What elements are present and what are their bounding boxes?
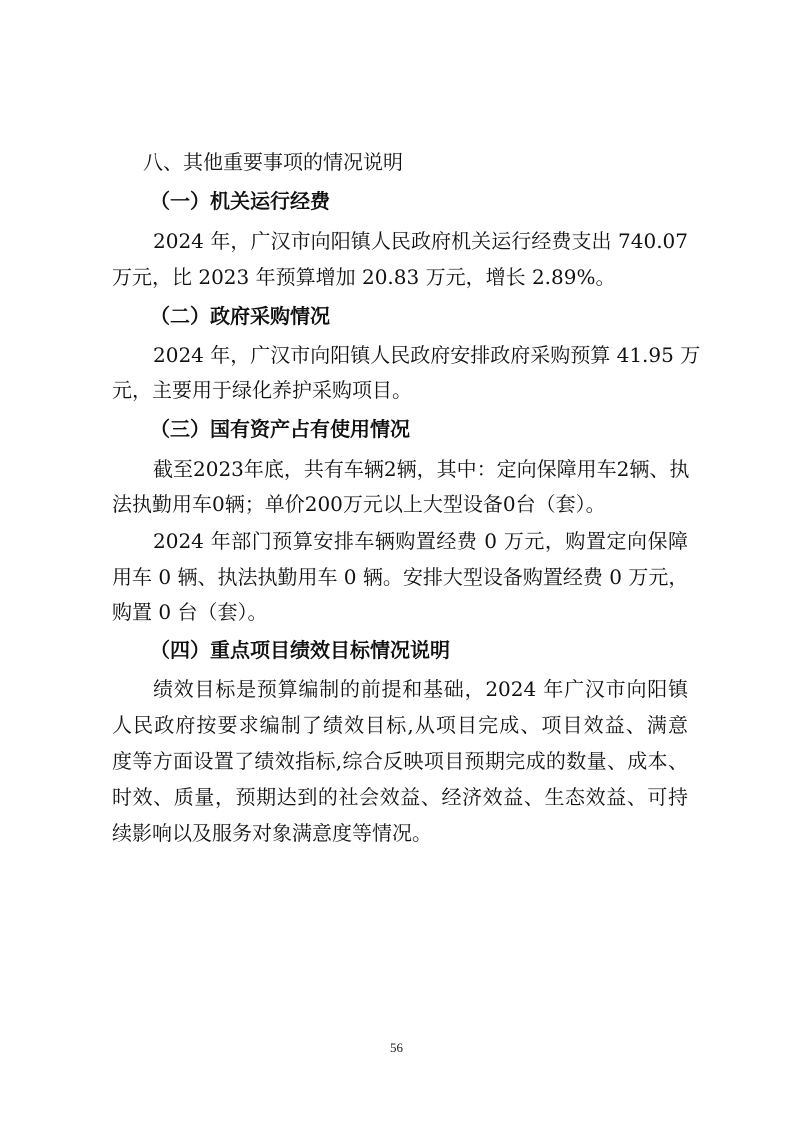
- paragraph-line: 度等方面设置了绩效指标,综合反映项目预期完成的数量、成本、: [112, 749, 688, 773]
- paragraph-line: 绩效目标是预算编制的前提和基础，2024 年广汉市向阳镇: [153, 677, 688, 701]
- paragraph-line: 万元，比 2023 年预算增加 20.83 万元，增长 2.89%。: [112, 265, 616, 289]
- paragraph-line: 法执勤用车0辆；单价200万元以上大型设备0台（套）。: [112, 492, 606, 516]
- subsection-heading-performance-goals: （四）重点项目绩效目标情况说明: [150, 638, 450, 662]
- paragraph-line: 2024 年，广汉市向阳镇人民政府机关运行经费支出 740.07: [153, 229, 688, 253]
- paragraph-line: 截至2023年底，共有车辆2辆，其中：定向保障用车2辆、执: [153, 457, 690, 481]
- subsection-heading-state-assets: （三）国有资产占有使用情况: [150, 417, 410, 441]
- paragraph-line: 元，主要用于绿化养护采购项目。: [112, 378, 412, 402]
- paragraph-line: 2024 年部门预算安排车辆购置经费 0 万元，购置定向保障: [153, 529, 688, 553]
- paragraph-line: 时效、质量，预期达到的社会效益、经济效益、生态效益、可持: [112, 785, 688, 809]
- subsection-heading-operating-funds: （一）机关运行经费: [150, 189, 330, 213]
- paragraph-line: 购置 0 台（套）。: [112, 600, 268, 624]
- paragraph-line: 2024 年，广汉市向阳镇人民政府安排政府采购预算 41.95 万: [153, 343, 701, 367]
- page-number: 56: [390, 1040, 403, 1055]
- paragraph-line: 续影响以及服务对象满意度等情况。: [112, 821, 432, 845]
- paragraph-line: 人民政府按要求编制了绩效目标,从项目完成、项目效益、满意: [112, 713, 688, 737]
- section-title: 八、其他重要事项的情况说明: [143, 150, 403, 174]
- subsection-heading-procurement: （二）政府采购情况: [150, 304, 330, 328]
- paragraph-line: 用车 0 辆、执法执勤用车 0 辆。安排大型设备购置经费 0 万元，: [112, 565, 689, 589]
